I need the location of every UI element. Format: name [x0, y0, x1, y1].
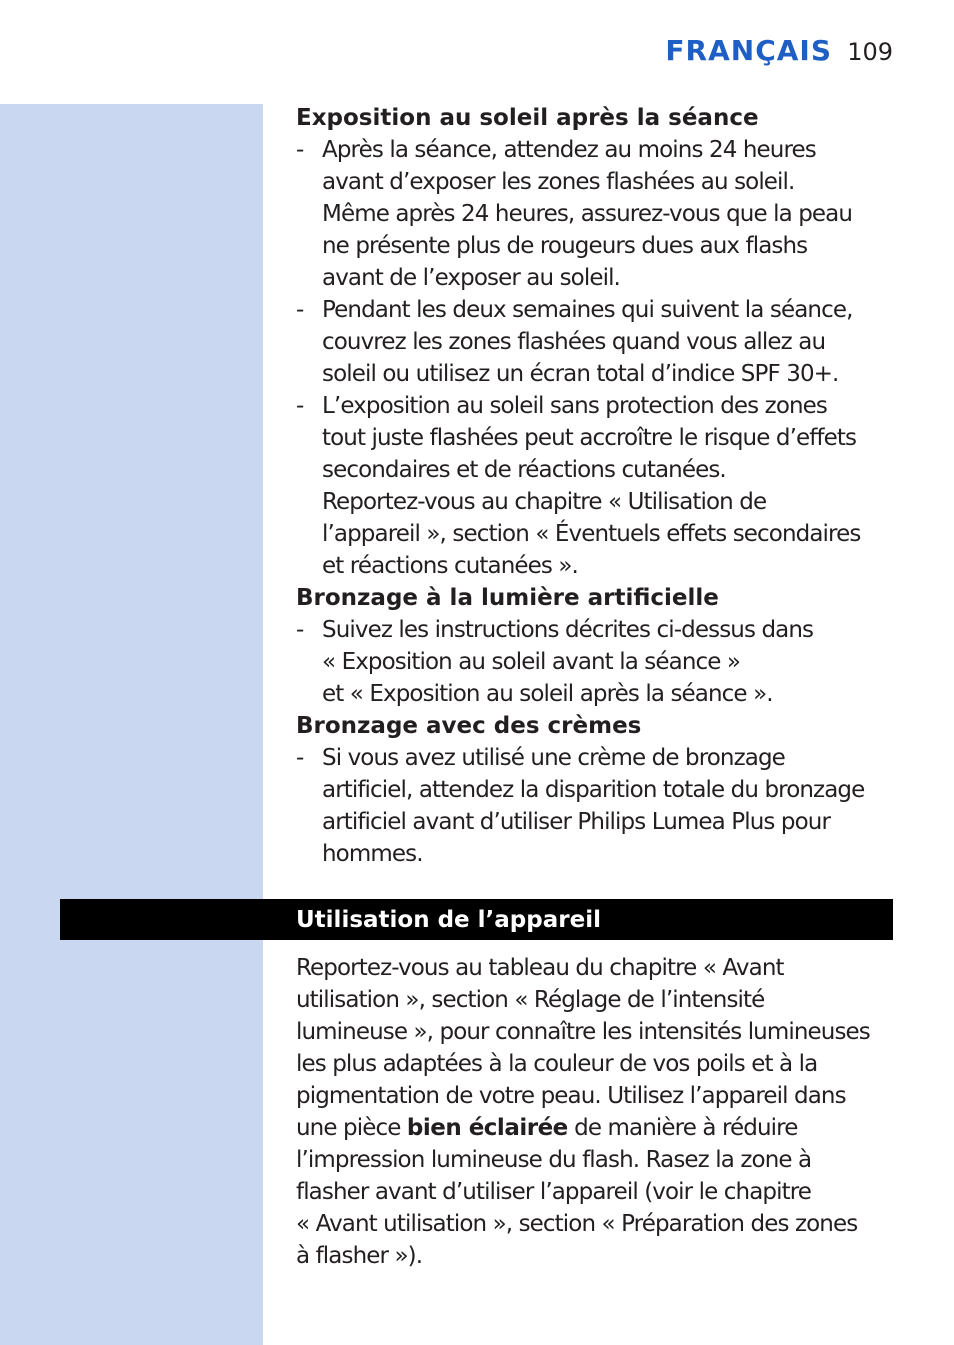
- section-heading-usage: Utilisation de l’appareil: [296, 907, 601, 933]
- paragraph-line: Reportez-vous au tableau du chapitre « Avant: [296, 955, 784, 981]
- paragraph-line: flasher avant d’utiliser l’appareil (voir le chapitre: [296, 1179, 812, 1205]
- paragraph-text: une pièce: [296, 1115, 407, 1141]
- paragraph-line: « Avant utilisation », section « Préparation des zones: [296, 1211, 858, 1237]
- paragraph-line: utilisation », section « Réglage de l’intensité: [296, 987, 765, 1013]
- paragraph-line: les plus adaptées à la couleur de vos poils et à la: [296, 1051, 818, 1077]
- paragraph-line: l’impression lumineuse du flash. Rasez la zone à: [296, 1147, 812, 1173]
- list-item: - Après la séance, attendez au moins 24 heures avant d’exposer les zones flashées au soleil. Même après 24 heures, assurez-vous que la peau ne présente plus de rougeurs dues aux flashs avant de l’exposer au soleil.: [296, 134, 896, 294]
- artificial-tan-list: [296, 614, 896, 710]
- paragraph-line: lumineuse », pour connaître les intensités lumineuses: [296, 1019, 870, 1045]
- paragraph-line: pigmentation de votre peau. Utilisez l’appareil dans: [296, 1083, 846, 1109]
- list-item: - Suivez les instructions décrites ci-dessus dans « Exposition au soleil avant la séance » et « Exposition au soleil après la séance ».: [296, 614, 896, 710]
- paragraph-line: à flasher »).: [296, 1243, 423, 1269]
- section-title-sun-after: Exposition au soleil après la séance: [296, 105, 759, 131]
- section-title-artificial-tan: Bronzage à la lumière artificielle: [296, 585, 719, 611]
- creams-list: [296, 742, 896, 870]
- usage-paragraph: [296, 952, 896, 1272]
- paragraph-line: [296, 1112, 896, 1144]
- list-item: - Pendant les deux semaines qui suivent la séance, couvrez les zones flashées quand vous allez au soleil ou utilisez un écran total d’indice SPF 30+.: [296, 294, 896, 390]
- section-title-creams: Bronzage avec des crèmes: [296, 713, 642, 739]
- page-number: 109: [847, 38, 893, 66]
- list-item: - L’exposition au soleil sans protection des zones tout juste flashées peut accroître le risque d’effets secondaires et de réactions cutanées. Reportez-vous au chapitre « Utilisation de l’appareil », section « Éventuels effets secondaires et réactions cutanées ».: [296, 390, 896, 582]
- sidebar-band: [0, 104, 263, 1345]
- list-item: - Si vous avez utilisé une crème de bronzage artificiel, attendez la disparition totale du bronzage artificiel avant d’utiliser Philips Lumea Plus pour hommes.: [296, 742, 896, 870]
- paragraph-text: de manière à réduire: [567, 1115, 798, 1141]
- section-heading-bar: [60, 899, 893, 940]
- language-header: FRANÇAIS: [665, 34, 832, 67]
- precautions-content: [296, 102, 896, 870]
- emphasis-well-lit: bien éclairée: [406, 1115, 568, 1141]
- sun-after-list: [296, 134, 896, 582]
